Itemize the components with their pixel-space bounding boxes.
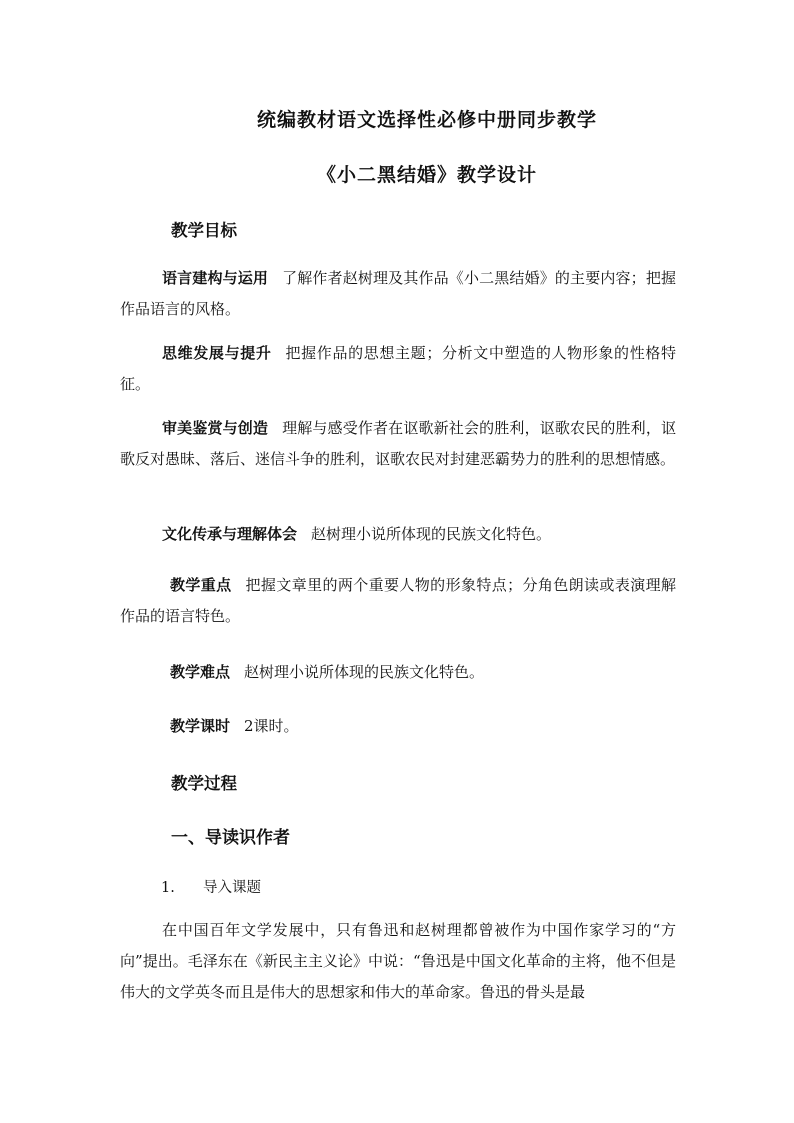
difficulty-text: 赵树理小说所体现的民族文化特色。	[244, 663, 485, 681]
focus-label: 教学重点	[170, 576, 232, 594]
objective-culture	[120, 519, 676, 550]
objectives-heading: 教学目标	[171, 221, 237, 240]
section-heading: 一、导读识作者	[171, 828, 290, 848]
objective-label: 文化传承与理解体会	[162, 525, 298, 543]
list-number: 1.	[161, 880, 175, 896]
objective-aesthetic	[120, 413, 676, 475]
hours-text: 2课时。	[244, 717, 299, 735]
objective-language	[120, 263, 676, 325]
objective-thinking	[120, 338, 676, 400]
hours-label: 教学课时	[170, 717, 231, 735]
objective-text: 理解与感受作者在讴歌新社会的胜利，讴歌农民的胜利，讴歌反对愚昧、落后、迷信斗争的胜利，讴歌农民对封建恶霸势力的胜利的思想情感。	[120, 419, 676, 468]
teaching-hours	[120, 711, 676, 742]
objective-text: 了解作者赵树理及其作品《小二黑结婚》的主要内容；把握作品语言的风格。	[120, 269, 676, 318]
document-subtitle: 《小二黑结婚》教学设计	[316, 164, 537, 186]
objective-label: 语言建构与运用	[162, 269, 269, 287]
teaching-focus	[120, 570, 676, 632]
difficulty-label: 教学难点	[170, 663, 231, 681]
objective-text: 把握作品的思想主题；分析文中塑造的人物形象的性格特征。	[120, 344, 676, 393]
list-item	[161, 876, 261, 897]
teaching-difficulty	[120, 657, 676, 688]
objective-label: 思维发展与提升	[162, 344, 272, 362]
objective-text: 赵树理小说所体现的民族文化特色。	[311, 525, 552, 543]
list-text: 导入课题	[203, 880, 261, 896]
focus-text: 把握文章里的两个重要人物的形象特点；分角色朗读或表演理解作品的语言特色。	[120, 576, 676, 625]
objective-label: 审美鉴赏与创造	[162, 419, 269, 437]
process-heading: 教学过程	[171, 774, 237, 793]
document-title: 统编教材语文选择性必修中册同步教学	[256, 109, 597, 131]
body-paragraph: 在中国百年文学发展中，只有鲁迅和赵树理都曾被作为中国作家学习的“方向”提出。毛泽东在《新民主主义论》中说：“鲁迅是中国文化革命的主将，他不但是伟大的文学英冬而且是伟大的思想家和伟大的革命家。鲁迅的骨头是最	[120, 921, 676, 1001]
